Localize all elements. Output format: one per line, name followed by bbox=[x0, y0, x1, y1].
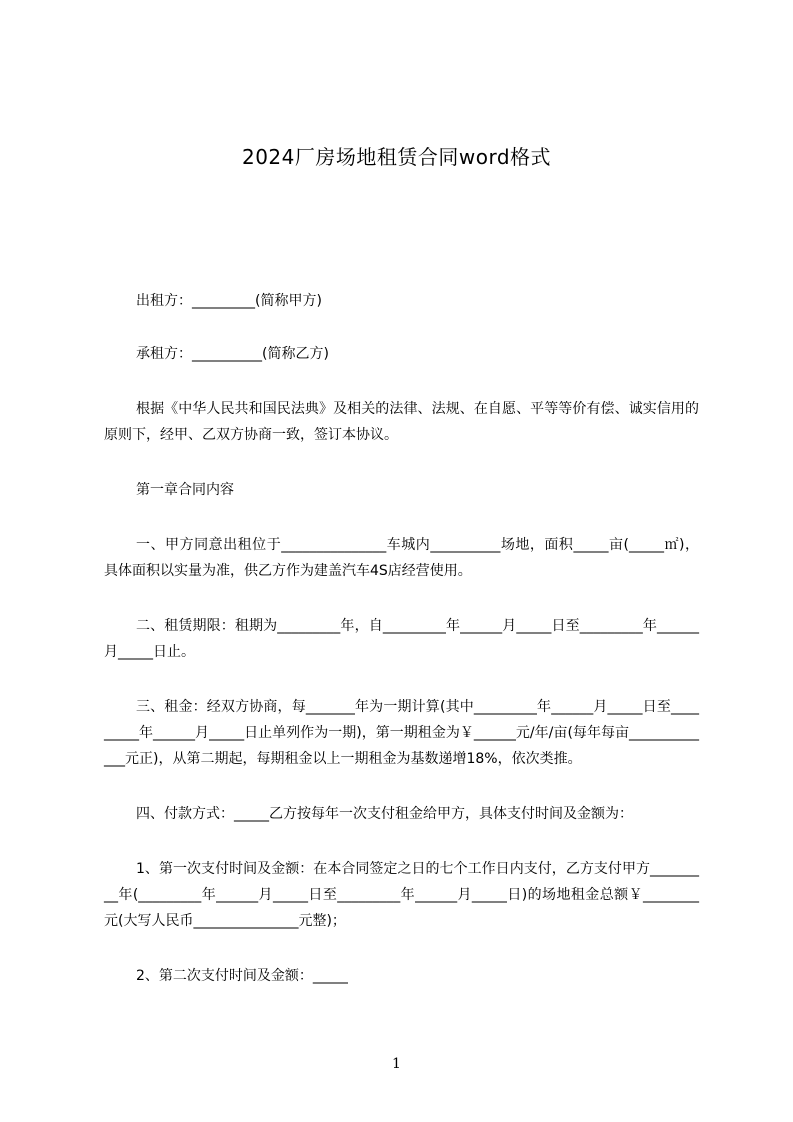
document-body bbox=[104, 288, 699, 1018]
paragraph-clause-2: 二、租赁期限：租期为_________年，自_________年______月_____日至_________年______月_____日止。 bbox=[104, 618, 699, 660]
paragraph-payment-2: 2、第二次支付时间及金额：_____ bbox=[136, 968, 348, 984]
paragraph-lessee: 承租方：__________(简称乙方) bbox=[136, 346, 329, 362]
paragraph-clause-3: 三、租金：经双方协商，每_______年为一期计算(其中_________年______月_____日至_________年______月_____日止单列作为一期)，第一期租金为￥______元/年/亩(每年每亩_____________元正)，从第二期起，每期租金以上一期租金为基数递增18%，依次类推。 bbox=[104, 699, 699, 767]
paragraph-preamble: 根据《中华人民共和国民法典》及相关的法律、法规、在自愿、平等等价有偿、诚实信用的原则下，经甲、乙双方协商一致，签订本协议。 bbox=[104, 401, 699, 443]
document-title: 2024厂房场地租赁合同word格式 bbox=[241, 145, 552, 169]
paragraph-lessor: 出租方：_________(简称甲方) bbox=[136, 293, 322, 309]
paragraph-clause-1: 一、甲方同意出租位于_______________车城内__________场地，面积_____亩(_____㎡)，具体面积以实量为准，供乙方作为建盖汽车4S店经营使用。 bbox=[104, 537, 699, 579]
chapter-heading: 第一章合同内容 bbox=[136, 482, 234, 498]
paragraph-clause-4: 四、付款方式：_____乙方按每年一次支付租金给甲方，具体支付时间及金额为： bbox=[136, 806, 633, 822]
page-number: 1 bbox=[392, 1056, 401, 1072]
paragraph-payment-1: 1、第一次支付时间及金额：在本合同签定之日的七个工作日内支付，乙方支付甲方_________年(_________年______月_____日至_________年______月_____日)的场地租金总额￥________元(大写人民币_______________元整)； bbox=[104, 861, 699, 929]
